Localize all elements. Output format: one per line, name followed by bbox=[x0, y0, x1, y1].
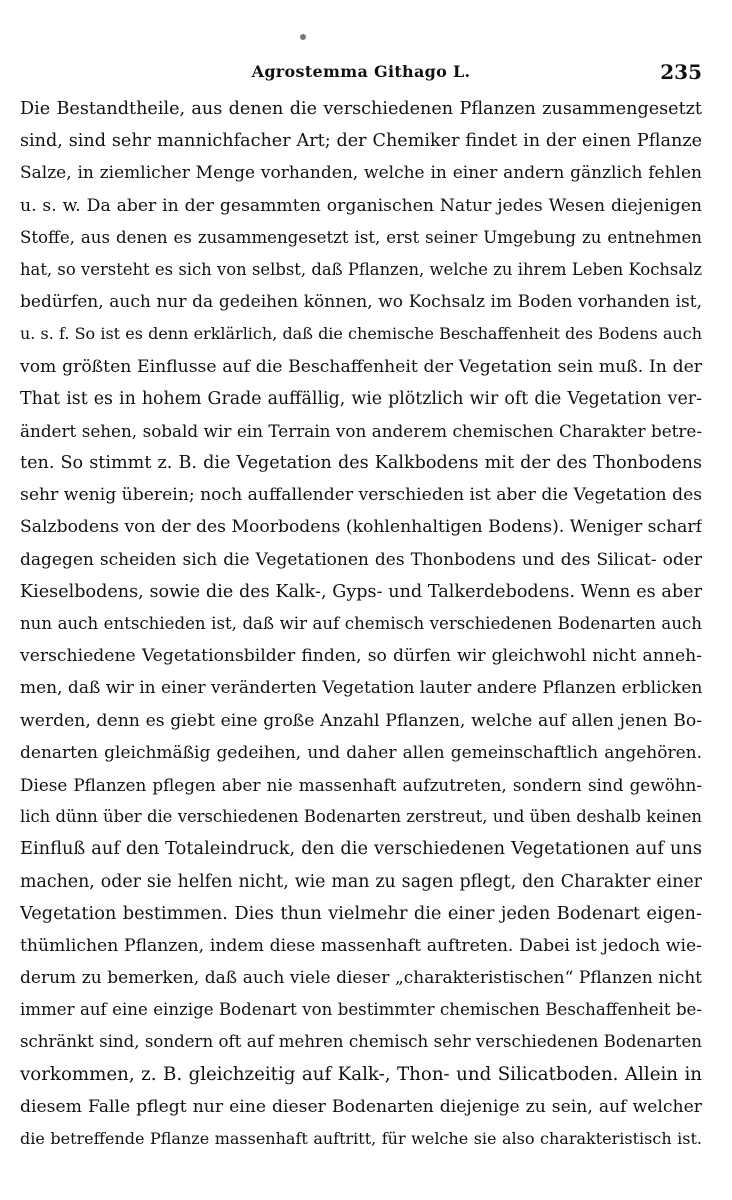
text-line: Diese Pflanzen pflegen aber nie massenhaft aufzutreten, sondern sind gewöhn- bbox=[20, 774, 702, 795]
text-line: sehr wenig überein; noch auffallender verschieden ist aber die Vegetation des bbox=[20, 485, 702, 506]
text-line: ändert sehen, sobald wir ein Terrain von anderem chemischen Charakter betre- bbox=[20, 420, 702, 441]
text-line: vom größten Einflusse auf die Beschaffenheit der Vegetation sein muß. In der bbox=[20, 356, 702, 377]
text-line: hat, so versteht es sich von selbst, daß Pflanzen, welche zu ihrem Leben Kochsalz bbox=[20, 259, 702, 279]
text-line: Einfluß auf den Totaleindruck, den die verschiedenen Vegetationen auf uns bbox=[20, 838, 702, 860]
body-text bbox=[20, 93, 702, 1155]
text-line: werden, denn es giebt eine große Anzahl Pflanzen, welche auf allen jenen Bo- bbox=[20, 710, 702, 731]
text-line: Vegetation bestimmen. Dies thun vielmehr die einer jeden Bodenart eigen- bbox=[20, 902, 702, 924]
text-line: sind, sind sehr mannichfacher Art; der Chemiker findet in der einen Pflanze bbox=[20, 131, 702, 152]
text-line: nun auch entschieden ist, daß wir auf chemisch verschiedenen Bodenarten auch bbox=[20, 614, 702, 633]
text-line: men, daß wir in einer veränderten Vegetation lauter andere Pflanzen erblicken bbox=[20, 678, 702, 699]
page-number: 235 bbox=[660, 60, 702, 84]
text-line: Stoffe, aus denen es zusammengesetzt ist, erst seiner Umgebung zu entnehmen bbox=[20, 227, 702, 247]
text-line: schränkt sind, sondern oft auf mehren chemisch sehr verschiedenen Bodenarten bbox=[20, 1032, 702, 1052]
text-line: diesem Falle pflegt nur eine dieser Bodenarten diejenige zu sein, auf welcher bbox=[20, 1096, 702, 1117]
ink-spot bbox=[300, 34, 306, 40]
text-line: bedürfen, auch nur da gedeihen können, wo Kochsalz im Boden vorhanden ist, bbox=[20, 292, 702, 313]
text-line: u. s. w. Da aber in der gesammten organischen Natur jedes Wesen diejenigen bbox=[20, 195, 702, 216]
text-line: Salze, in ziemlicher Menge vorhanden, welche in einer andern gänzlich fehlen bbox=[20, 163, 702, 184]
page-header bbox=[20, 58, 702, 88]
text-line: That ist es in hohem Grade auffällig, wie plötzlich wir oft die Vegetation ver- bbox=[20, 388, 702, 409]
text-line: lich dünn über die verschiedenen Bodenarten zerstreut, und üben deshalb keinen bbox=[20, 807, 702, 827]
text-line: Kieselbodens, sowie die des Kalk-, Gyps- und Talkerdebodens. Wenn es aber bbox=[20, 581, 702, 602]
text-line: machen, oder sie helfen nicht, wie man zu sagen pflegt, den Charakter einer bbox=[20, 871, 702, 892]
text-line: Salzbodens von der des Moorbodens (kohlenhaltigen Bodens). Weniger scharf bbox=[20, 517, 702, 538]
text-line: derum zu bemerken, daß auch viele dieser „charakteristischen“ Pflanzen nicht bbox=[20, 968, 702, 989]
text-line: vorkommen, z. B. gleichzeitig auf Kalk-, Thon- und Silicatboden. Allein in bbox=[20, 1063, 702, 1085]
text-line: u. s. f. So ist es denn erklärlich, daß die chemische Beschaffenheit des Bodens auch bbox=[20, 324, 702, 344]
running-title: Agrostemma Githago L. bbox=[251, 62, 471, 81]
text-line: die betreffende Pflanze massenhaft auftritt, für welche sie also charakteristisch ist. bbox=[20, 1129, 702, 1148]
text-line: denarten gleichmäßig gedeihen, und daher allen gemeinschaftlich angehören. bbox=[20, 742, 702, 763]
text-line: immer auf eine einzige Bodenart von bestimmter chemischen Beschaffenheit be- bbox=[20, 1000, 702, 1020]
text-line: thümlichen Pflanzen, indem diese massenhaft auftreten. Dabei ist jedoch wie- bbox=[20, 935, 702, 956]
text-line: Die Bestandtheile, aus denen die verschiedenen Pflanzen zusammengesetzt bbox=[20, 99, 702, 119]
text-line: dagegen scheiden sich die Vegetationen des Thonbodens und des Silicat- oder bbox=[20, 549, 702, 570]
text-line: verschiedene Vegetationsbilder finden, so dürfen wir gleichwohl nicht anneh- bbox=[20, 646, 702, 667]
text-line: ten. So stimmt z. B. die Vegetation des Kalkbodens mit der des Thonbodens bbox=[20, 453, 702, 474]
